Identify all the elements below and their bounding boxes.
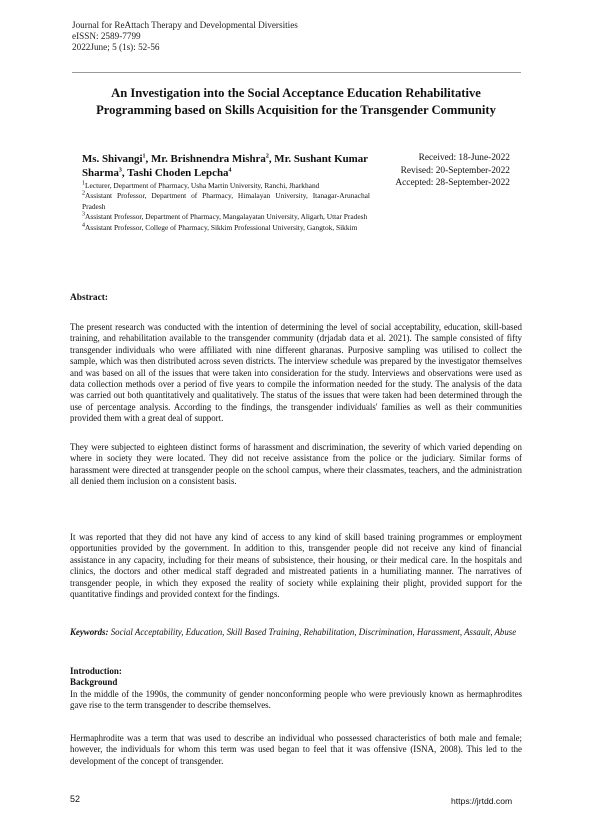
author-4-sup: 4 [228,167,232,174]
paper-title [58,85,534,118]
author-2: , Mr. Brishnendra Mishra [145,153,266,165]
affiliation-2 [82,191,370,212]
received-date: Received: 18-June-2022 [418,153,510,163]
affiliation-3 [82,212,370,222]
journal-name: Journal for ReAttach Therapy and Developmental Diversities [72,20,298,30]
affiliation-2-text: Assistant Professor, Department of Pharmacy, Himalayan University, Itanagar-Arunachal Pradesh [82,191,370,211]
keywords-label: Keywords: [70,627,109,637]
affiliation-2-sup: 2 [82,190,85,197]
journal-header [72,20,532,52]
intro-paragraph-2: Hermaphrodite was a term that was used to describe an individual who possessed characteristics of both male and female; however, the individuals for whom this term was used began to feel that it was offensive (ISNA, 2008). This led to the development of the concept of transgender. [70,733,522,766]
introduction-heading-block [70,666,122,689]
journal-issue: 2022June; 5 (1s): 52-56 [72,41,160,52]
submission-dates [380,152,510,190]
author-list [82,152,372,180]
background-heading: Background [70,677,118,688]
keywords [70,627,522,638]
affiliation-4-text: Assistant Professor, College of Pharmacy, Sikkim Professional University, Gangtok, Sikkim [85,222,358,232]
introduction-heading: Introduction: [70,666,122,676]
abstract-heading: Abstract: [70,293,109,303]
intro-paragraph-1: In the middle of the 1990s, the community of gender nonconforming people who were previously known as hermaphrodites gave rise to the term transgender to describe themselves. [70,689,522,711]
affiliation-1 [82,181,370,191]
affiliation-1-sup: 1 [82,180,85,187]
abstract-paragraph-1: The present research was conducted with the intention of determining the level of social acceptability, education, skill-based training, and rehabilitation available to the transgender community (drjadab data et al. 2021). The sample consisted of fifty transgender individuals who were affiliated with nine different gharanas. Purposive sampling was utilised to collect the sample, which was then distributed across seven districts. The interview schedule was prepared by the investigator themselves and was based on all of the issues that were taken into consideration for the study. Interviews and observations were used as data collection methods over a period of five years to compile the information needed for the study. The analysis of the data was carried out both quantitatively and qualitatively. The status of the issues that were taken had been determined through the use of percentage analysis. According to the findings, the transgender individuals' families as well as their communities provided them with a great deal of support. [70,322,522,424]
author-3-sup: 3 [118,167,122,174]
journal-eissn: eISSN: 2589-7799 [72,30,141,41]
keywords-list: Social Acceptability, Education, Skill Based Training, Rehabilitation, Discrimination, Harassment, Assault, Abuse [110,627,517,637]
author-1: Ms. Shivangi [82,153,143,165]
title-line-1: An Investigation into the Social Acceptance Education Rehabilitative [111,86,481,100]
affiliation-4-sup: 4 [82,222,85,229]
abstract-paragraph-3: It was reported that they did not have any kind of access to any kind of skill based training programmes or employment opportunities provided by the government. In addition to this, transgender people did not receive any kind of financial assistance in any capacity, including for their means of subsistence, their housing, or their medical care. In the hospitals and clinics, the doctors and other medical staff degraded and mistreated patients in a humiliating manner. The narratives of transgender people, in which they exposed the reality of society while explaining their plight, provided support for the quantitative findings and provided context for the findings. [70,532,522,600]
header-divider [72,72,521,73]
accepted-date: Accepted: 28-September-2022 [395,178,510,188]
affiliations [82,181,370,233]
affiliation-3-text: Assistant Professor, Department of Pharmacy, Mangalayatan University, Aligarh, Uttar Pradesh [85,212,368,222]
affiliation-4 [82,223,370,233]
page-number: 52 [70,794,81,804]
author-3: , Mr. Sushant Kumar Sharma [82,153,368,179]
affiliation-3-sup: 3 [82,211,85,218]
journal-url[interactable]: https://jrtdd.com [451,796,513,806]
revised-date: Revised: 20-September-2022 [400,165,510,176]
title-line-2: Programming based on Skills Acquisition for the Transgender Community [96,102,496,117]
author-2-sup: 2 [265,153,269,160]
author-4: , Tashi Choden Lepcha [121,167,229,179]
affiliation-1-text: Lecturer, Department of Pharmacy, Usha Martin University, Ranchi, Jharkhand [85,181,320,190]
author-1-sup: 1 [142,153,146,160]
abstract-paragraph-2: They were subjected to eighteen distinct forms of harassment and discrimination, the severity of which varied depending on where in society they were located. They did not receive assistance from the police or the judiciary. Similar forms of harassment were directed at transgender people on the school campus, where their classmates, teachers, and the administration all denied them inclusion on a consistent basis. [70,442,522,487]
